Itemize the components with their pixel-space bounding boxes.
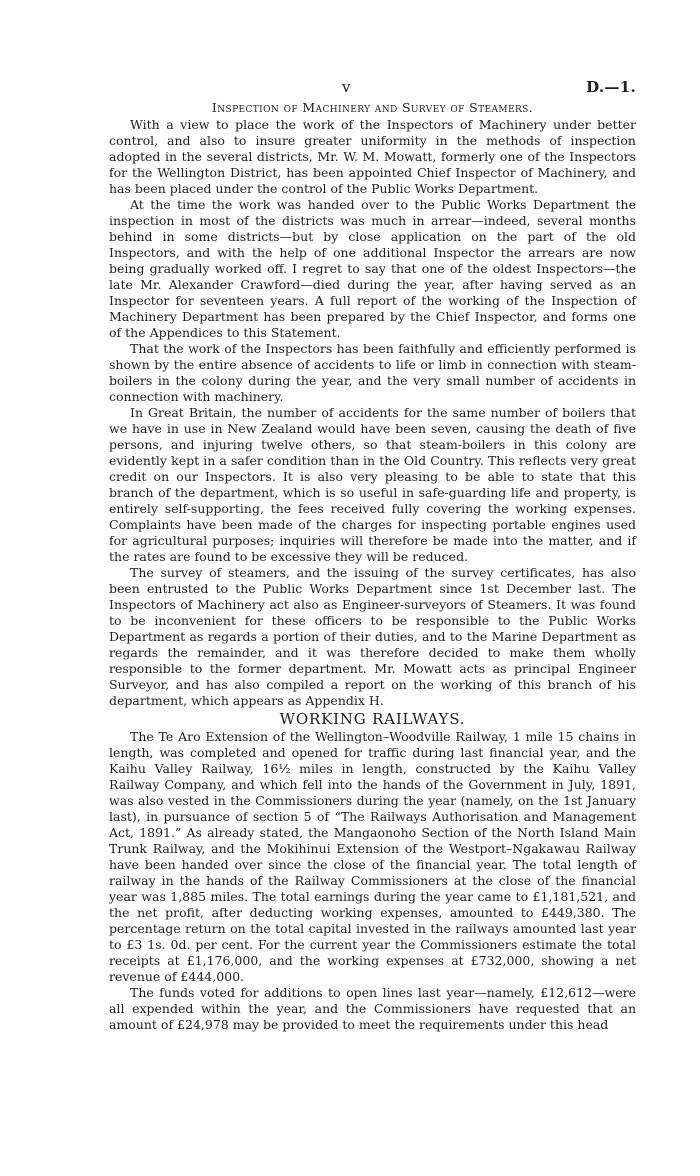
- section-heading: Inspection of Machinery and Survey of Steamers.: [211, 100, 534, 115]
- paragraph: With a view to place the work of the Inspectors of Machinery under better control, and also to insure greater uniformity in the methods of inspection adopted in the several districts, Mr. W. M. Mowatt, formerly one of the Inspectors for the Wellington District, has been appointed Chief Inspector of Machinery, and has been placed under the control of the Public Works Department.: [109, 117, 636, 196]
- paragraph: The funds voted for additions to open lines last year—namely, £12,612—were all expended within the year, and the Commissioners have requested that an amount of £24,978 may be provided to meet the requirements under this head: [109, 985, 636, 1032]
- paragraph: That the work of the Inspectors has been faithfully and efficiently performed is shown by the entire absence of accidents to life or limb in connection with steam-boilers in the colony during the year, and the very small number of accidents in connection with machinery.: [109, 341, 636, 404]
- document-reference: D.—1.: [586, 78, 636, 96]
- section-heading: WORKING RAILWAYS.: [279, 710, 466, 728]
- paragraph: The Te Aro Extension of the Wellington–Woodville Railway, 1 mile 15 chains in length, was completed and opened for traffic during last financial year, and the Kaihu Valley Railway, 16½ miles in length, constructed by the Kaihu Valley Railway Company, and which fell into the hands of the Government in July, 1891, was also vested in the Commissioners during the year (namely, on the 1st January last), in pursuance of section 5 of “The Railways Authorisation and Management Act, 1891.” As already stated, the Mangaonoho Section of the North Island Main Trunk Railway, and the Mokihinui Extension of the Westport–Ngakawau Railway have been handed over since the close of the financial year. The total length of railway in the hands of the Railway Commissioners at the close of the financial year was 1,885 miles. The total earnings during the year came to £1,181,521, and the net profit, after deducting working expenses, amounted to £449,380. The percentage return on the total capital invested in the railways amounted last year to £3 1s. 0d. per cent. For the current year the Commissioners estimate the total receipts at £1,176,000, and the working expenses at £732,000, showing a net revenue of £444,000.: [109, 729, 636, 984]
- paragraph: At the time the work was handed over to the Public Works Department the inspection in most of the districts was much in arrear—indeed, several months behind in some districts—but by close application on the part of the old Inspectors, and with the help of one additional Inspector the arrears are now being gradually worked off. I regret to say that one of the oldest Inspectors—the late Mr. Alexander Crawford—died during the year, after having served as an Inspector for seventeen years. A full report of the working of the Inspection of Machinery Department has been prepared by the Chief Inspector, and forms one of the Appendices to this Statement.: [109, 197, 636, 340]
- page-number: v: [342, 78, 351, 96]
- paragraph: In Great Britain, the number of accidents for the same number of boilers that we have in use in New Zealand would have been seven, causing the death of five persons, and injuring twelve others, so that steam-boilers in this colony are evidently kept in a safer condition than in the Old Country. This reflects very great credit on our Inspectors. It is also very pleasing to be able to state that this branch of the department, which is so useful in safe-guarding life and property, is entirely self-supporting, the fees received fully covering the working expenses. Complaints have been made of the charges for inspecting portable engines used for agricultural purposes; inquiries will therefore be made into the matter, and if the rates are found to be excessive they will be reduced.: [109, 405, 636, 564]
- paragraph: The survey of steamers, and the issuing of the survey certificates, has also been entrusted to the Public Works Department since 1st December last. The Inspectors of Machinery act also as Engineer-surveyors of Steamers. It was found to be inconvenient for these officers to be responsible to the Public Works Department as regards a portion of their duties, and to the Marine Department as regards the remainder, and it was therefore decided to make them wholly responsible to the former department. Mr. Mowatt acts as principal Engineer Surveyor, and has also compiled a report on the working of this branch of his department, which appears as Appendix H.: [109, 565, 636, 708]
- page-header: [109, 78, 636, 100]
- section-working-railways: [109, 710, 636, 1033]
- section-machinery-inspection: [109, 100, 636, 709]
